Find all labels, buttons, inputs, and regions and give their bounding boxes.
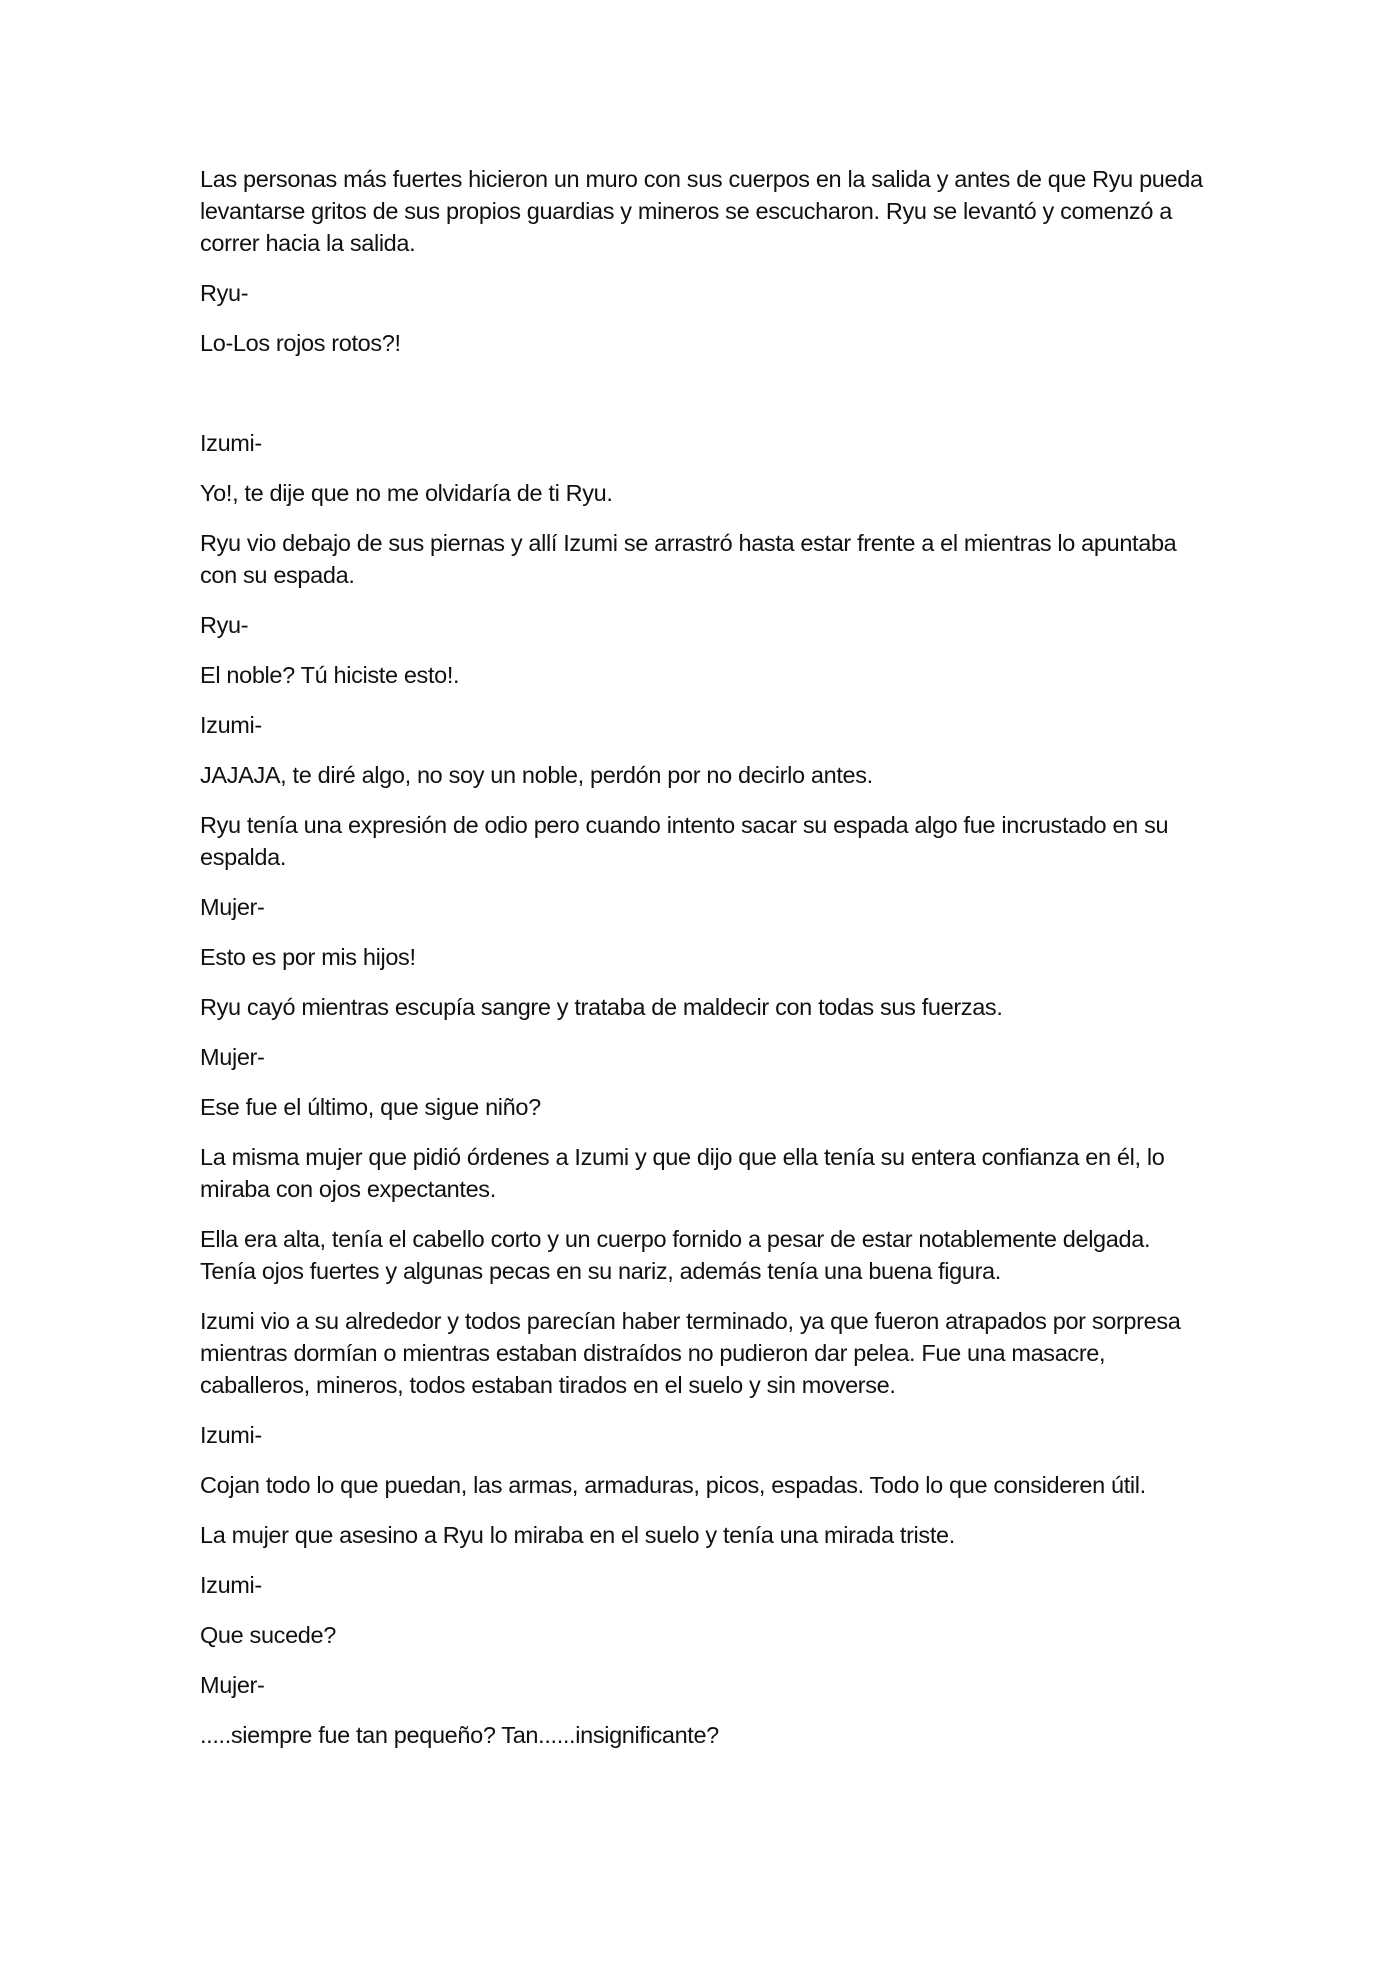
- dialogue-line: JAJAJA, te diré algo, no soy un noble, perdón por no decirlo antes.: [200, 762, 873, 788]
- speaker-label: Mujer-: [200, 1044, 265, 1070]
- narration-paragraph: La mujer que asesino a Ryu lo miraba en el suelo y tenía una mirada triste.: [200, 1522, 955, 1548]
- speaker-label: Izumi-: [200, 1422, 262, 1448]
- dialogue-line: Cojan todo lo que puedan, las armas, armaduras, picos, espadas. Todo lo que consideren útil.: [200, 1472, 1146, 1498]
- narration-paragraph: Ryu cayó mientras escupía sangre y trataba de maldecir con todas sus fuerzas.: [200, 994, 1003, 1020]
- speaker-label: Mujer-: [200, 1672, 265, 1698]
- dialogue-line: El noble? Tú hiciste esto!.: [200, 662, 460, 688]
- narration-paragraph: Ryu vio debajo de sus piernas y allí Izumi se arrastró hasta estar frente a el mientras lo apuntaba con su espada.: [200, 530, 1177, 588]
- narration-paragraph: La misma mujer que pidió órdenes a Izumi y que dijo que ella tenía su entera confianza en él, lo miraba con ojos expectantes.: [200, 1144, 1165, 1202]
- document-body: [200, 163, 1210, 1769]
- dialogue-line: Que sucede?: [200, 1622, 336, 1648]
- speaker-label: Ryu-: [200, 280, 249, 306]
- narration-paragraph: Izumi vio a su alrededor y todos parecían haber terminado, ya que fueron atrapados por sorpresa mientras dormían o mientras estaban distraídos no pudieron dar pelea. Fue una masacre, caballeros, mineros, todos estaban tirados en el suelo y sin moverse.: [200, 1308, 1181, 1398]
- narration-paragraph: Ella era alta, tenía el cabello corto y un cuerpo fornido a pesar de estar notablemente delgada. Tenía ojos fuertes y algunas pecas en su nariz, además tenía una buena figura.: [200, 1226, 1151, 1284]
- dialogue-line: Esto es por mis hijos!: [200, 944, 416, 970]
- speaker-label: Izumi-: [200, 430, 262, 456]
- speaker-label: Izumi-: [200, 1572, 262, 1598]
- speaker-label: Ryu-: [200, 612, 249, 638]
- speaker-label: Izumi-: [200, 712, 262, 738]
- narration-paragraph: Las personas más fuertes hicieron un muro con sus cuerpos en la salida y antes de que Ryu pueda levantarse gritos de sus propios guardias y mineros se escucharon. Ryu se levantó y comenzó a correr hacia la salida.: [200, 166, 1203, 256]
- speaker-label: Mujer-: [200, 894, 265, 920]
- dialogue-line: Lo-Los rojos rotos?!: [200, 330, 401, 356]
- dialogue-line: .....siempre fue tan pequeño? Tan......insignificante?: [200, 1722, 719, 1748]
- dialogue-line: Ese fue el último, que sigue niño?: [200, 1094, 541, 1120]
- dialogue-line: Yo!, te dije que no me olvidaría de ti Ryu.: [200, 480, 613, 506]
- narration-paragraph: Ryu tenía una expresión de odio pero cuando intento sacar su espada algo fue incrustado en su espalda.: [200, 812, 1169, 870]
